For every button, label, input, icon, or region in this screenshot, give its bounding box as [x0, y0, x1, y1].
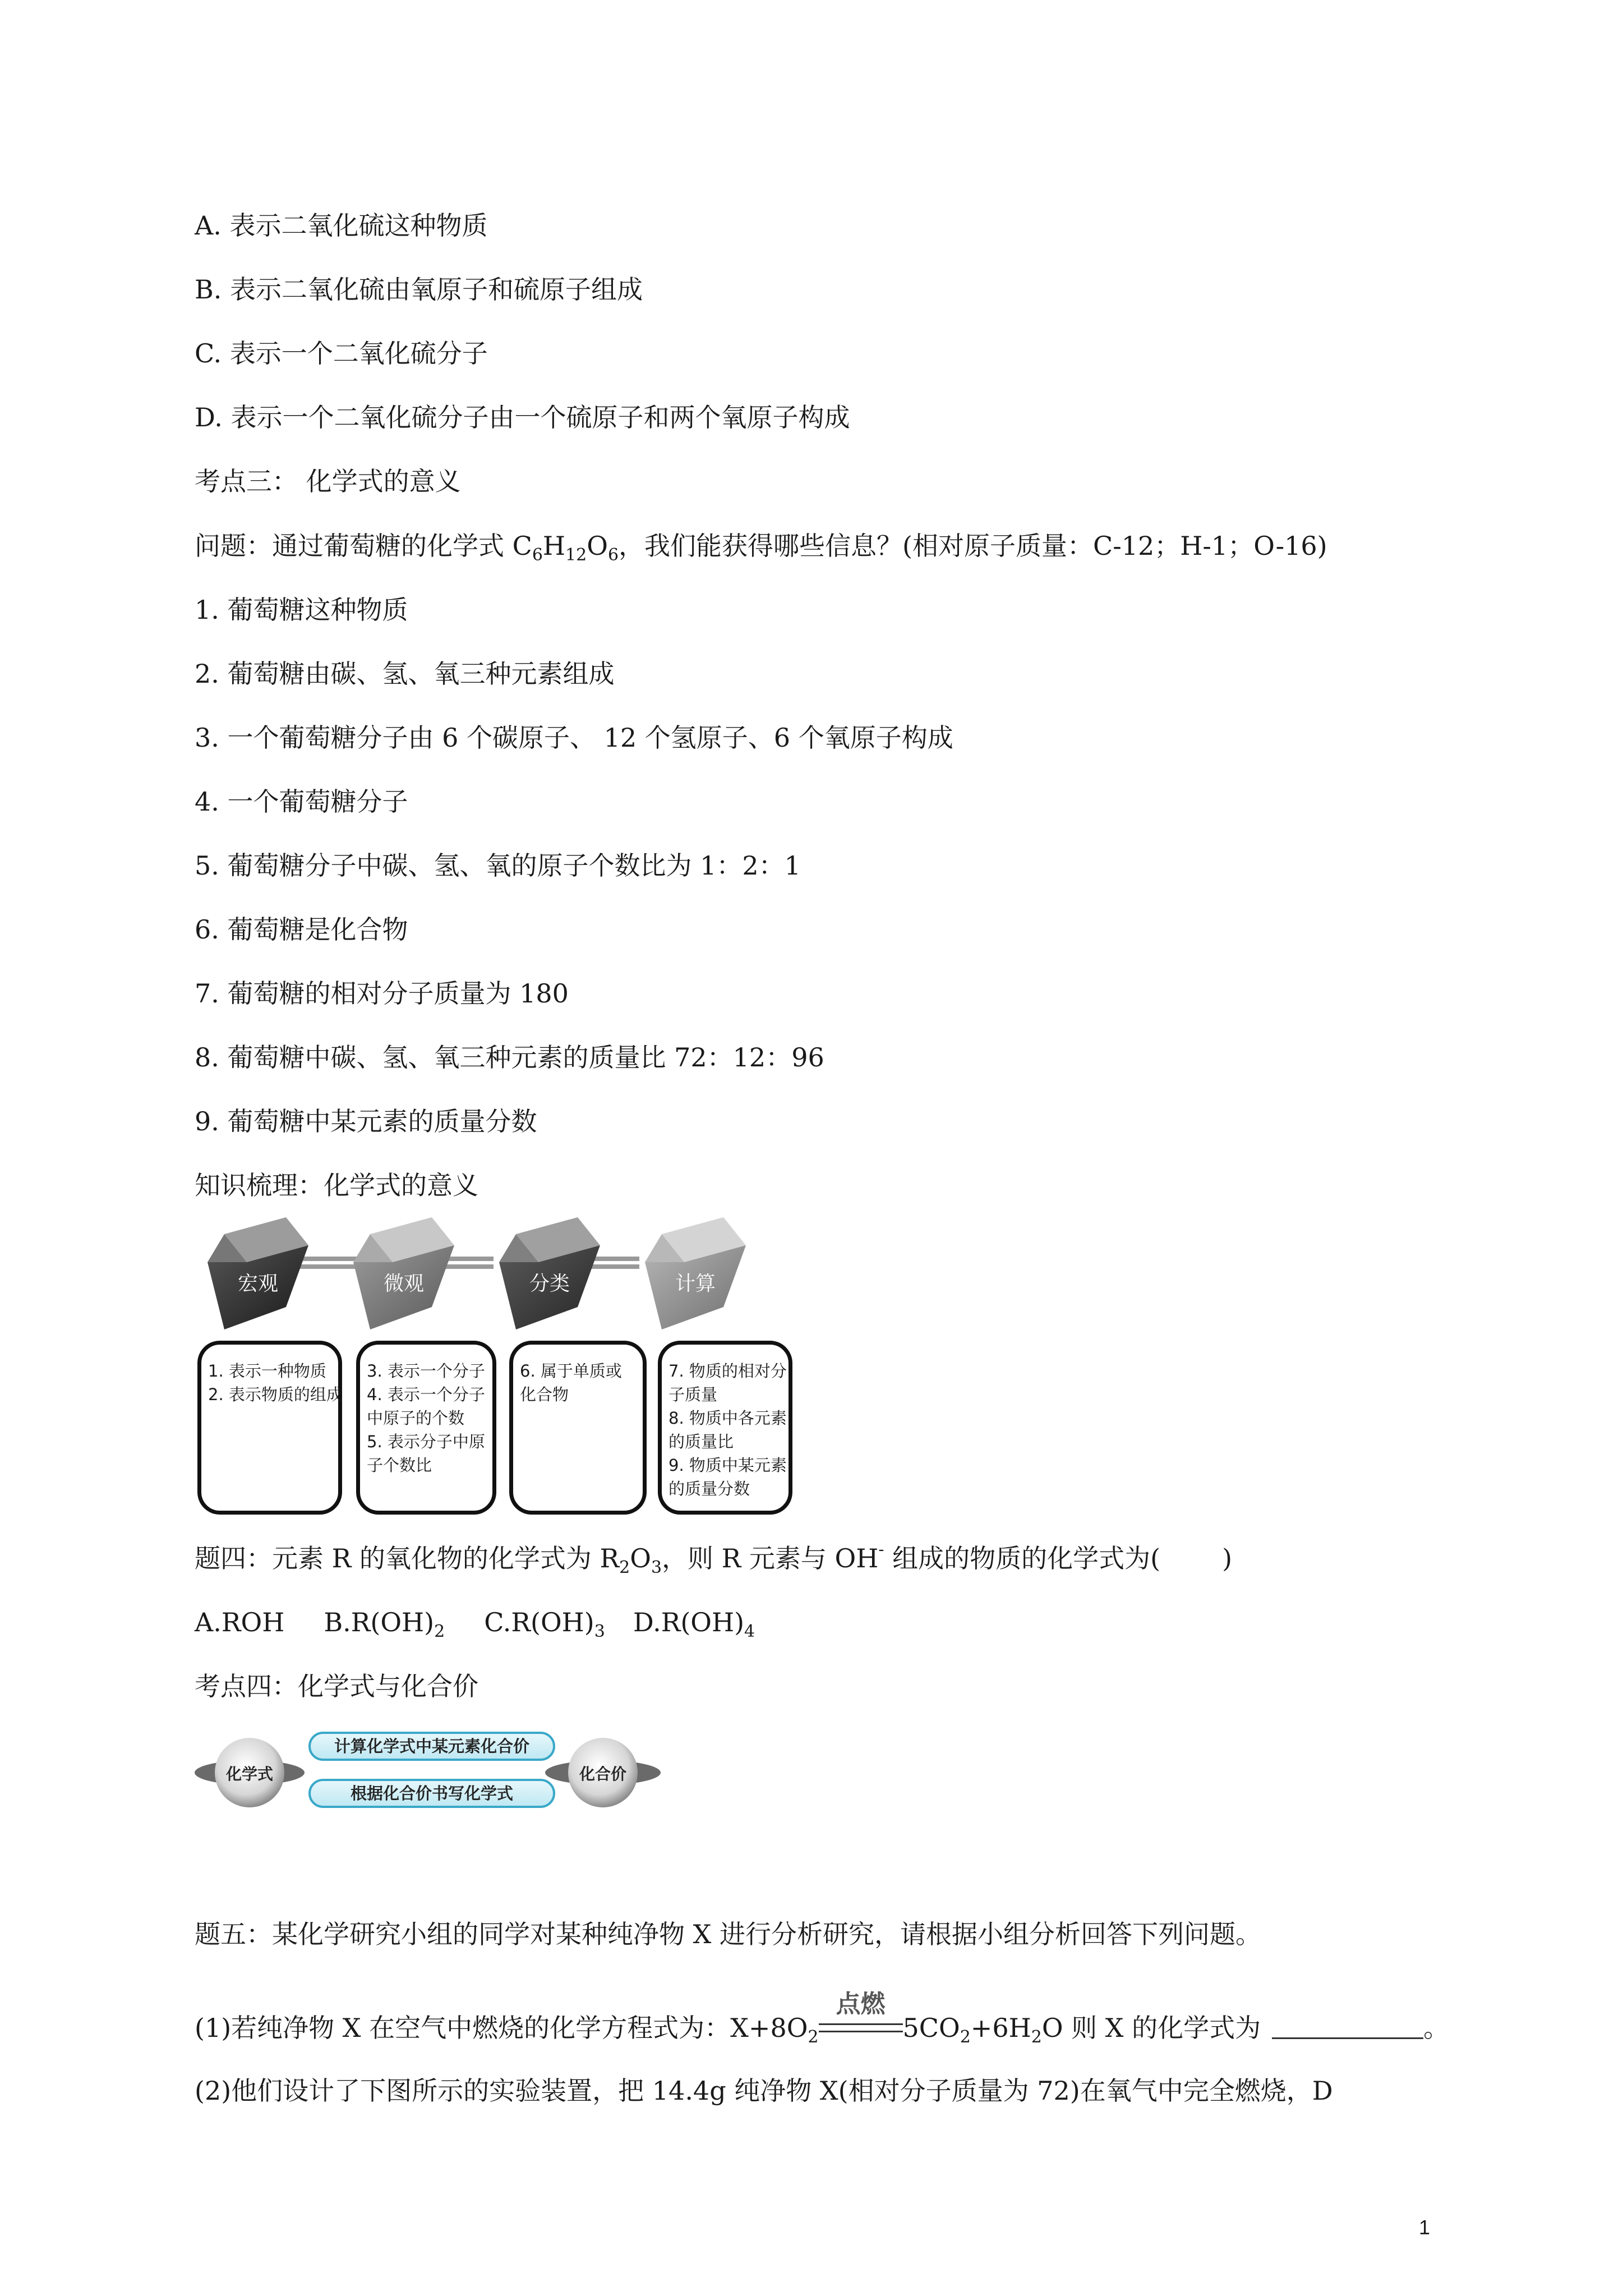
question-4-options: [195, 1605, 755, 1639]
cube-label-macro: 宏观: [237, 1272, 278, 1295]
formula-valence-diagram: [193, 1725, 670, 1820]
info-item-5: 5. 葡萄糖分子中碳、氢、氧的原子个数比为 1：2：1: [195, 850, 801, 881]
section-heading-kaodian4: 考点四：化学式与化合价: [195, 1671, 478, 1701]
box-line: 的质量分数: [668, 1479, 750, 1498]
pill-write-formula: 根据化合价书写化学式: [308, 1779, 555, 1808]
answer-blank[interactable]: [1272, 2015, 1423, 2039]
q4-option-c: $C.R(OH)_3$: [484, 1607, 605, 1641]
info-item-7: 7. 葡萄糖的相对分子质量为 180: [195, 978, 569, 1009]
box-line: 2. 表示物质的组成: [208, 1385, 343, 1404]
info-item-8: 8. 葡萄糖中碳、氢、氧三种元素的质量比 72：12：96: [195, 1042, 824, 1073]
box-line: 化合物: [520, 1385, 569, 1404]
question-5-part1: (1)若纯净物 X 在空气中燃烧的化学方程式为：$X+8O_2$ 点燃 $5CO_2+6H_2O$ 则 X 的化学式为 。: [195, 1990, 1450, 2047]
box-line: 7. 物质的相对分: [668, 1361, 787, 1381]
disc-valence: 化合价: [544, 1731, 662, 1815]
option-c: C. 表示一个二氧化硫分子: [195, 338, 488, 369]
section-heading-kaodian3: 考点三： 化学式的意义: [195, 466, 461, 496]
section-heading-zhishi: 知识梳理：化学式的意义: [195, 1170, 478, 1200]
info-item-4: 4. 一个葡萄糖分子: [195, 786, 408, 817]
q4-option-a: A.ROH: [195, 1607, 285, 1637]
meaning-box-macro: [197, 1341, 342, 1515]
box-line: 3. 表示一个分子: [367, 1361, 485, 1381]
question-5-part2: (2)他们设计了下图所示的实验装置，把 14.4g 纯净物 X(相对分子质量为 72)在氧气中完全燃烧，D: [195, 2076, 1333, 2106]
box-line: 中原子的个数: [367, 1409, 465, 1428]
cube-label-calc: 计算: [675, 1272, 716, 1295]
box-line: 6. 属于单质或: [520, 1361, 622, 1381]
box-line: 5. 表示分子中原: [367, 1432, 485, 1451]
info-item-9: 9. 葡萄糖中某元素的质量分数: [195, 1106, 537, 1137]
box-line: 4. 表示一个分子: [367, 1385, 485, 1404]
box-line: 1. 表示一种物质: [208, 1361, 326, 1381]
page-number: 1: [1419, 2216, 1431, 2239]
box-line: 的质量比: [668, 1432, 734, 1451]
info-item-2: 2. 葡萄糖由碳、氢、氧三种元素组成: [195, 659, 615, 689]
cube-label-micro: 微观: [383, 1272, 424, 1295]
option-a: A. 表示二氧化硫这种物质: [195, 210, 488, 241]
q4-option-d: $D.R(OH)_4$: [633, 1607, 755, 1641]
box-line: 9. 物质中某元素: [668, 1456, 787, 1475]
box-line: 子个数比: [367, 1456, 432, 1475]
reaction-condition: 点燃: [819, 2010, 903, 2044]
q4-option-b: $B.R(OH)_2$: [324, 1607, 445, 1641]
formula-meaning-diagram: [191, 1212, 791, 1526]
meaning-box-calc: [658, 1341, 792, 1515]
pill-calc-valence: 计算化学式中某元素化合价: [308, 1732, 555, 1761]
question-glucose: 问题：通过葡萄糖的化学式 $C_6H_{12}O_6$，我们能获得哪些信息？(相对原子质量：C-12；H-1；O-16): [195, 531, 1327, 565]
question-4: 题四：元素 R 的氧化物的化学式为 $R_2O_3$，则 R 元素与 OH- 组成的物质的化学式为( ): [195, 1540, 1233, 1577]
info-item-1: 1. 葡萄糖这种物质: [195, 595, 408, 625]
option-b: B. 表示二氧化硫由氧原子和硫原子组成: [195, 274, 643, 305]
question-5: 题五：某化学研究小组的同学对某种纯净物 X 进行分析研究，请根据小组分析回答下列问题。: [195, 1919, 1261, 1949]
box-line: 子质量: [668, 1385, 718, 1404]
cube-label-classify: 分类: [529, 1272, 570, 1295]
disc-formula: 化学式: [193, 1731, 306, 1815]
info-item-3: 3. 一个葡萄糖分子由 6 个碳原子、 12 个氢原子、6 个氧原子构成: [195, 723, 953, 753]
info-item-6: 6. 葡萄糖是化合物: [195, 914, 408, 945]
meaning-box-classify: [509, 1341, 647, 1515]
box-line: 8. 物质中各元素: [668, 1409, 787, 1428]
meaning-box-micro: [356, 1341, 496, 1515]
option-d: D. 表示一个二氧化硫分子由一个硫原子和两个氧原子构成: [195, 402, 850, 432]
